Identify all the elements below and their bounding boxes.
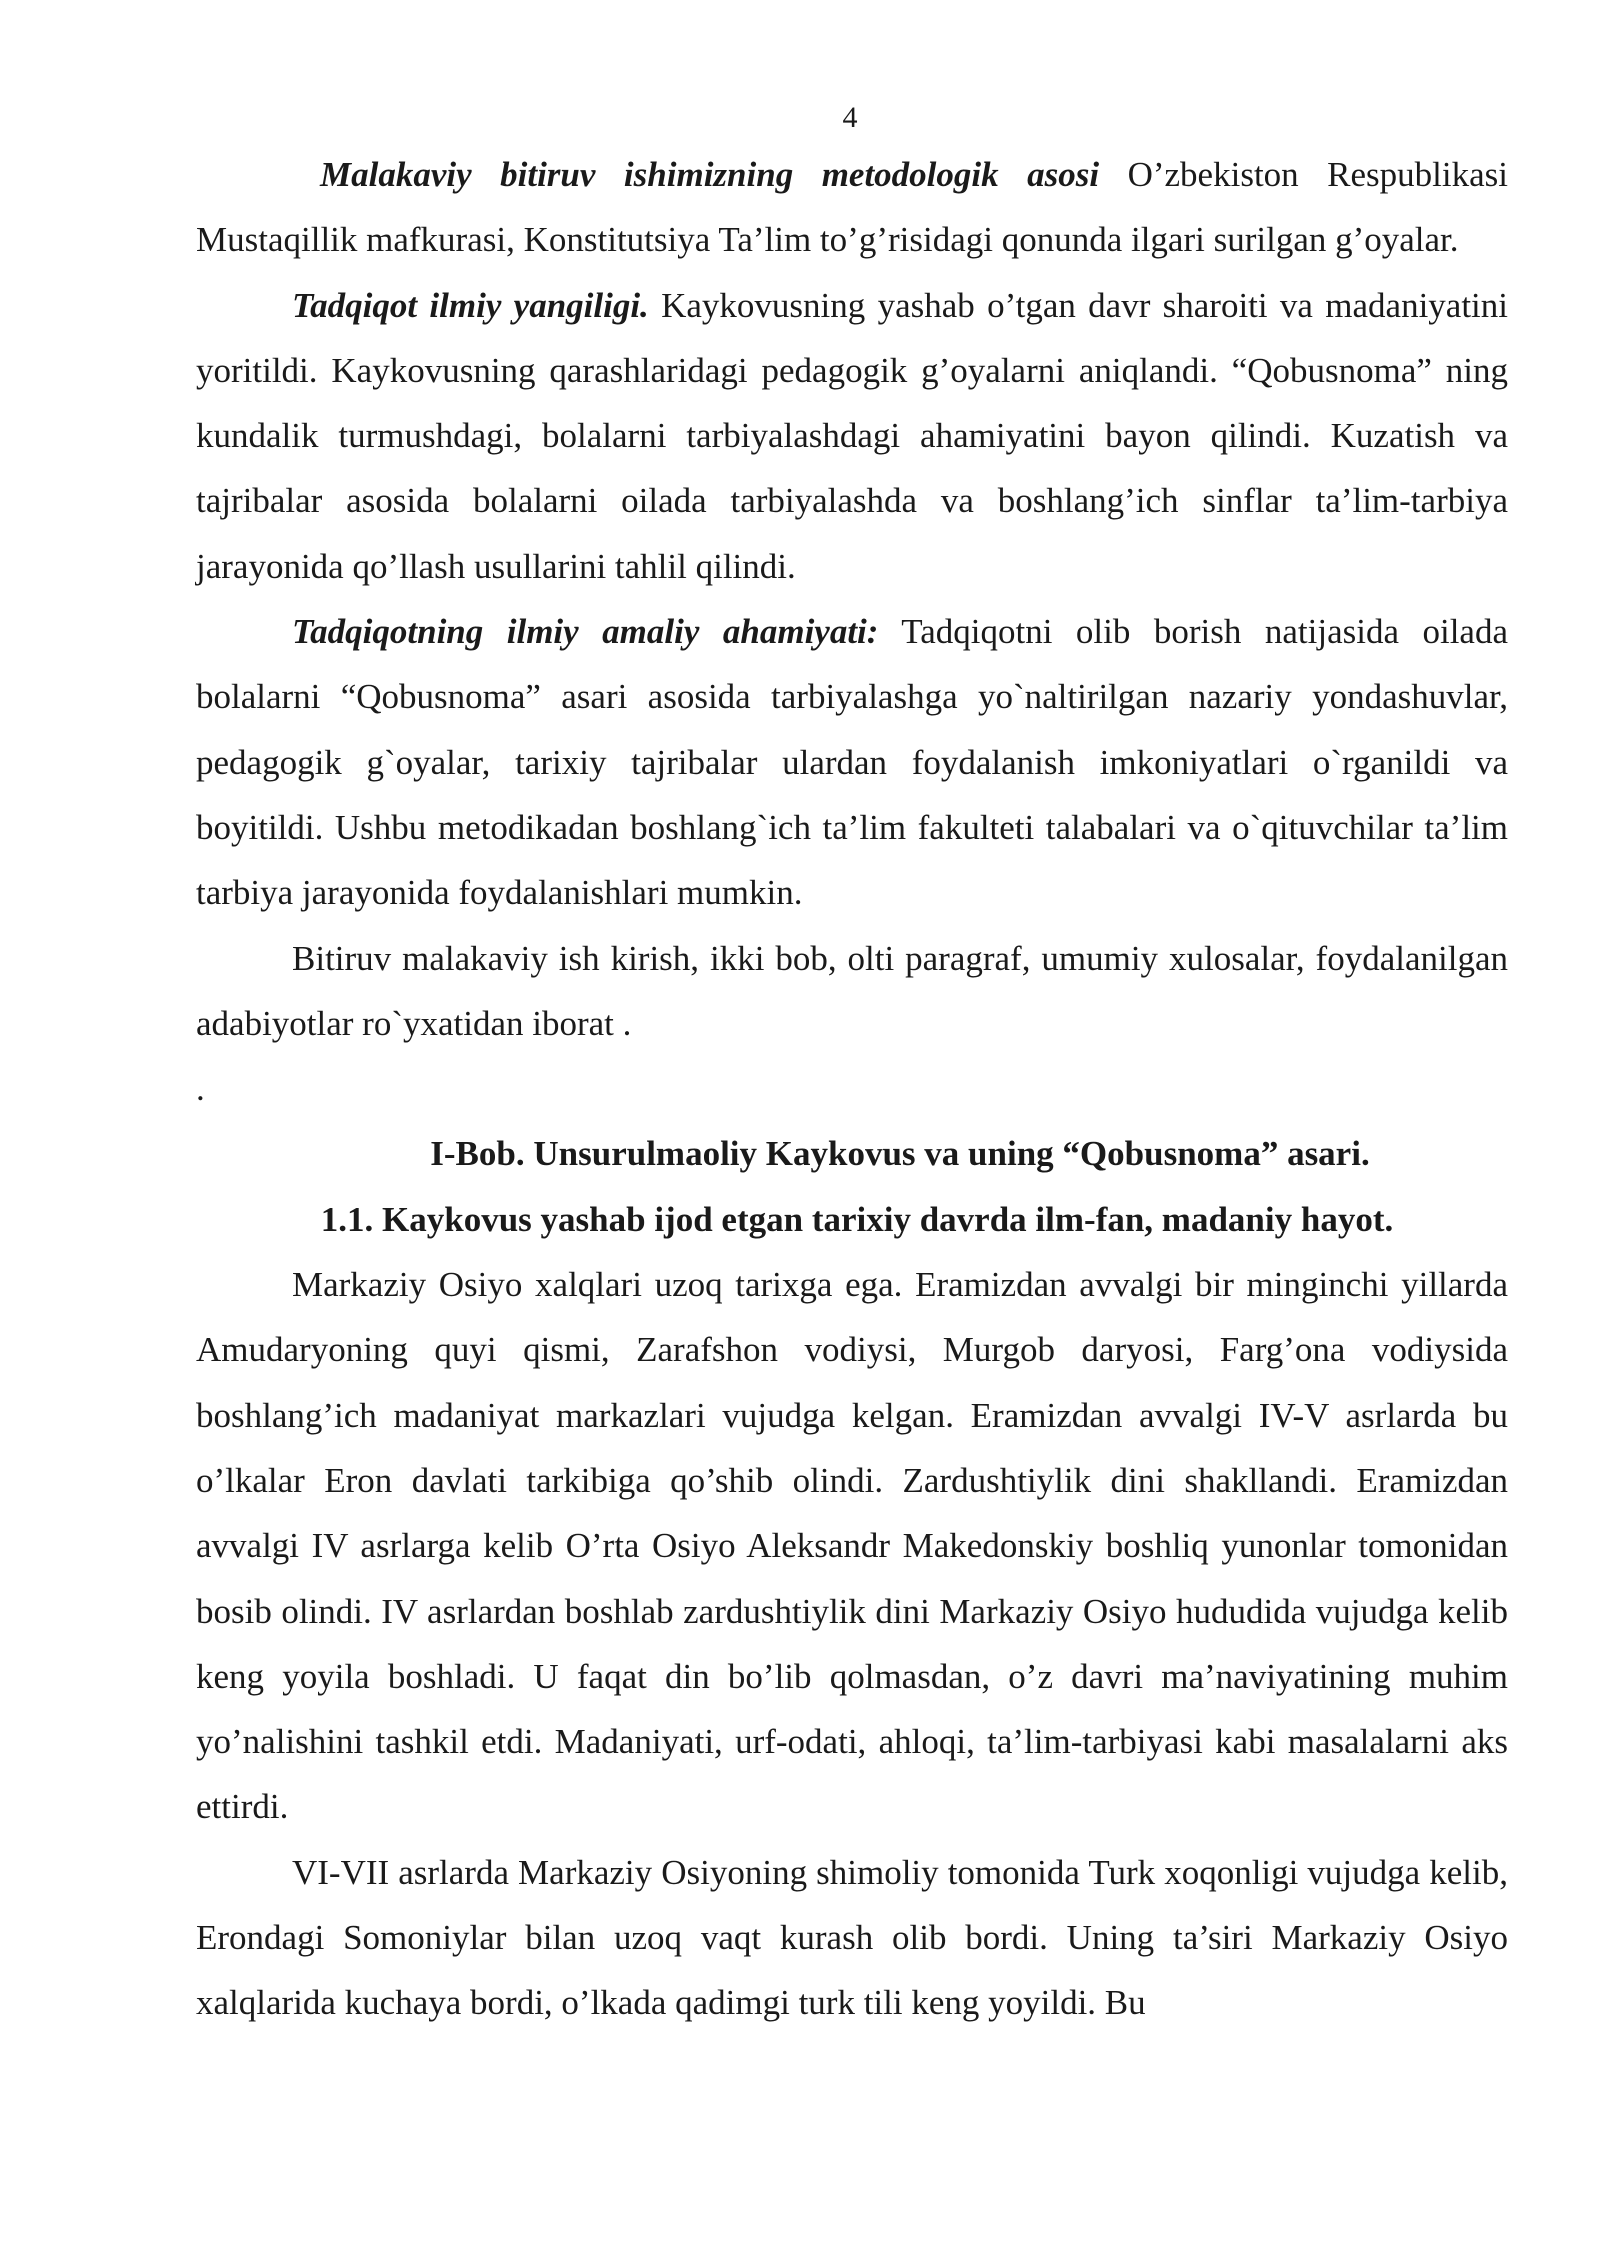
paragraph-methodology — [196, 142, 1508, 273]
term-methodology: Malakaviy bitiruv ishimizning metodologik asosi — [320, 155, 1100, 194]
section-title: 1.1. Kaykovus yashab ijod etgan tarixiy davrda ilm-fan, madaniy hayot. — [320, 1199, 1394, 1239]
paragraph-practical — [196, 599, 1508, 925]
paragraph-novelty — [196, 273, 1508, 599]
term-practical: Tadqiqotning ilmiy amaliy ahamiyati: — [292, 612, 879, 652]
paragraph-structure: Bitiruv malakaviy ish kirish, ikki bob, olti paragraf, umumiy xulosalar, foydalanilgan adabiyotlar ro`yxatidan iborat . — [196, 938, 1508, 1043]
paragraph-methodology-text: O’zbekiston Respublikasi Mustaqillik mafkurasi, Konstitutsiya Ta’lim to’g’risidagi qonunda ilgari surilgan g’oyalar. — [196, 155, 1508, 260]
chapter-title: I-Bob. Unsurulmaoliy Kaykovus va uning “Qobusnoma” asari. — [430, 1134, 1370, 1174]
paragraph-body-1: Markaziy Osiyo xalqlari uzoq tarixga ega. Eramizdan avvalgi bir minginchi yillarda Amudaryoning quyi qismi, Zarafshon vodiysi, Murgob daryosi, Farg’ona vodiysida boshlang’ich madaniyat markazlari vujudga kelgan. Eramizdan avvalgi IV-V asrlarda bu o’lkalar Eron davlati tarkibiga qo’shib olindi. Zardushtiylik dini shakllandi. Eramizdan avvalgi IV asrlarga kelib O’rta Osiyo Aleksandr Makedonskiy boshliq yunonlar tomonidan bosib olindi. IV asrlardan boshlab zardushtiylik dini Markaziy Osiyo hududida vujudga kelib keng yoyila boshladi. U faqat din bo’lib qolmasdan, o’z davri ma’naviyatining muhim yo’nalishini tashkil etdi. Madaniyati, urf-odati, ahloqi, ta’lim-tarbiyasi kabi masalalarni aks ettirdi. — [196, 1265, 1508, 1827]
page-number: 4 — [842, 101, 858, 134]
term-novelty: Tadqiqot ilmiy yangiligi. — [292, 285, 649, 325]
page-content — [196, 142, 1508, 2036]
paragraph-body-2: VI-VII asrlarda Markaziy Osiyoning shimoliy tomonida Turk xoqonligi vujudga kelib, Erondagi Somoniylar bilan uzoq vaqt kurash olib bordi. Uning ta’siri Markaziy Osiyo xalqlarida kuchaya bordi, o’lkada qadimgi turk tili keng yoyildi. Bu — [196, 1852, 1508, 2023]
separator-dot: . — [196, 1069, 205, 1109]
paragraph-novelty-text: Kaykovusning yashab o’tgan davr sharoiti va madaniyatini yoritildi. Kaykovusning qarashlaridagi pedagogik g’oyalarni aniqlandi. “Qobusnoma” ning kundalik turmushdagi, bolalarni tarbiyalashdagi ahamiyatini bayon qilindi. Kuzatish va tajribalar asosida bolalarni oilada tarbiyalashda va boshlang’ich sinflar ta’lim-tarbiya jarayonida qo’llash usullarini tahlil qilindi. — [196, 285, 1508, 586]
paragraph-practical-text: Tadqiqotni olib borish natijasida oilada bolalarni “Qobusnoma” asari asosida tarbiyalashga yo`naltirilgan nazariy yondashuvlar, pedagogik g`oyalar, tarixiy tajribalar ulardan foydalanish imkoniyatlari o`rganildi va boyitildi. Ushbu metodikadan boshlang`ich ta’lim fakulteti talabalari va o`qituvchilar ta’lim tarbiya jarayonida foydalanishlari mumkin. — [196, 612, 1508, 913]
